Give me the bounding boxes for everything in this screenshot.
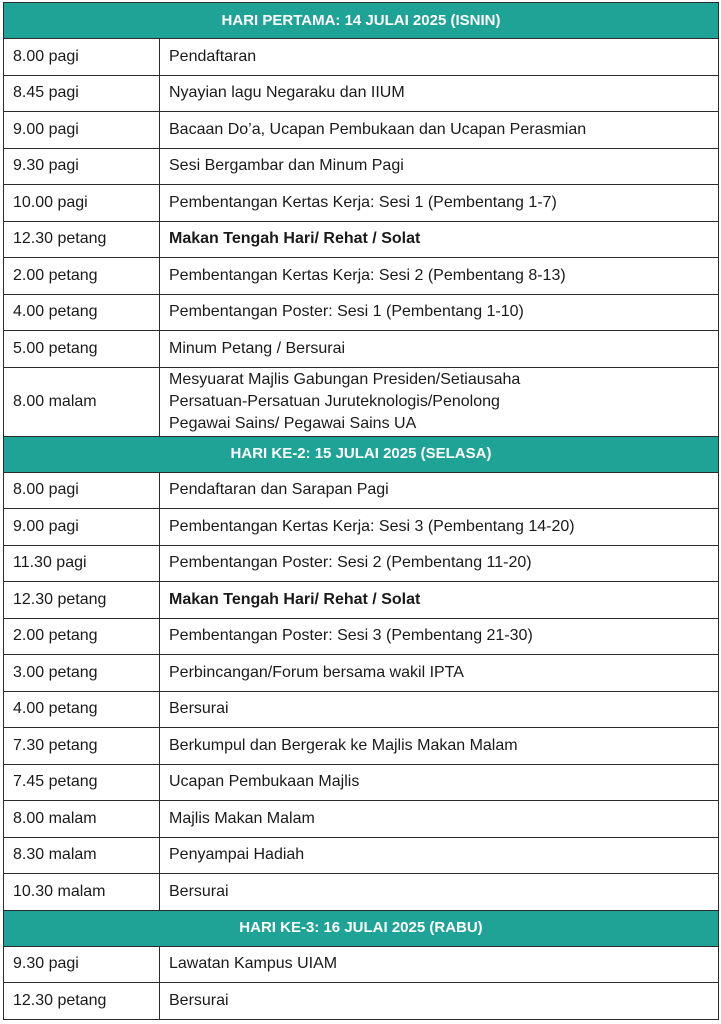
activity-cell: Sesi Bergambar dan Minum Pagi: [160, 148, 719, 185]
schedule-table: [3, 2, 719, 1020]
activity-cell: Ucapan Pembukaan Majlis: [160, 764, 719, 801]
activity-cell: Majlis Makan Malam: [160, 801, 719, 838]
activity-line: Mesyuarat Majlis Gabungan Presiden/Setiausaha: [169, 370, 521, 388]
schedule-row: [4, 472, 719, 509]
day-header: [4, 910, 719, 946]
time-cell: 9.00 pagi: [4, 509, 160, 546]
schedule-row: [4, 655, 719, 692]
activity-cell: Berkumpul dan Bergerak ke Majlis Makan Malam: [160, 728, 719, 765]
time-cell: 3.00 petang: [4, 655, 160, 692]
schedule-row: [4, 946, 719, 983]
schedule-row: [4, 331, 719, 368]
activity-cell: Makan Tengah Hari/ Rehat / Solat: [160, 221, 719, 258]
time-cell: 12.30 petang: [4, 582, 160, 619]
activity-cell: Pembentangan Poster: Sesi 2 (Pembentang 11-20): [160, 545, 719, 582]
schedule-row: [4, 801, 719, 838]
schedule-row: [4, 874, 719, 911]
activity-cell: Penyampai Hadiah: [160, 837, 719, 874]
activity-line: Persatuan-Persatuan Juruteknologis/Penolong: [169, 392, 500, 410]
schedule-row: [4, 185, 719, 222]
activity-cell: Bersurai: [160, 691, 719, 728]
schedule-row: [4, 509, 719, 546]
schedule-row: [4, 294, 719, 331]
day-title: HARI PERTAMA: 14 JULAI 2025 (ISNIN): [4, 3, 719, 39]
activity-cell: Makan Tengah Hari/ Rehat / Solat: [160, 582, 719, 619]
time-cell: 8.00 malam: [4, 801, 160, 838]
time-cell: 12.30 petang: [4, 983, 160, 1020]
time-cell: 2.00 petang: [4, 258, 160, 295]
activity-cell: [160, 367, 719, 436]
time-cell: 8.00 malam: [4, 367, 160, 436]
time-cell: 4.00 petang: [4, 294, 160, 331]
activity-cell: Pembentangan Poster: Sesi 3 (Pembentang 21-30): [160, 618, 719, 655]
activity-cell: Minum Petang / Bersurai: [160, 331, 719, 368]
activity-cell: Pendaftaran dan Sarapan Pagi: [160, 472, 719, 509]
activity-cell: Bacaan Do’a, Ucapan Pembukaan dan Ucapan Perasmian: [160, 112, 719, 149]
activity-cell: Bersurai: [160, 983, 719, 1020]
time-cell: 10.00 pagi: [4, 185, 160, 222]
activity-cell: Perbincangan/Forum bersama wakil IPTA: [160, 655, 719, 692]
time-cell: 8.00 pagi: [4, 472, 160, 509]
day-header: [4, 436, 719, 472]
activity-cell: Pembentangan Poster: Sesi 1 (Pembentang 1-10): [160, 294, 719, 331]
time-cell: 5.00 petang: [4, 331, 160, 368]
time-cell: 7.30 petang: [4, 728, 160, 765]
activity-cell: Bersurai: [160, 874, 719, 911]
schedule-row: [4, 221, 719, 258]
time-cell: 8.30 malam: [4, 837, 160, 874]
activity-cell: Pembentangan Kertas Kerja: Sesi 3 (Pembentang 14-20): [160, 509, 719, 546]
schedule-row: [4, 112, 719, 149]
time-cell: 8.45 pagi: [4, 75, 160, 112]
schedule-row: [4, 837, 719, 874]
activity-cell: Pendaftaran: [160, 39, 719, 76]
time-cell: 9.00 pagi: [4, 112, 160, 149]
schedule-row: [4, 148, 719, 185]
schedule-row: [4, 39, 719, 76]
schedule-row: [4, 983, 719, 1020]
schedule-row: [4, 75, 719, 112]
day-title: HARI KE-3: 16 JULAI 2025 (RABU): [4, 910, 719, 946]
activity-line: Pegawai Sains/ Pegawai Sains UA: [169, 414, 417, 432]
day-title: HARI KE-2: 15 JULAI 2025 (SELASA): [4, 436, 719, 472]
time-cell: 10.30 malam: [4, 874, 160, 911]
schedule-row: [4, 367, 719, 436]
activity-cell: Pembentangan Kertas Kerja: Sesi 2 (Pembentang 8-13): [160, 258, 719, 295]
schedule-row: [4, 258, 719, 295]
schedule-row: [4, 728, 719, 765]
time-cell: 12.30 petang: [4, 221, 160, 258]
time-cell: 8.00 pagi: [4, 39, 160, 76]
time-cell: 11.30 pagi: [4, 545, 160, 582]
activity-cell: Lawatan Kampus UIAM: [160, 946, 719, 983]
time-cell: 9.30 pagi: [4, 148, 160, 185]
time-cell: 4.00 petang: [4, 691, 160, 728]
schedule-row: [4, 691, 719, 728]
time-cell: 7.45 petang: [4, 764, 160, 801]
schedule-row: [4, 545, 719, 582]
activity-cell: Nyayian lagu Negaraku dan IIUM: [160, 75, 719, 112]
time-cell: 2.00 petang: [4, 618, 160, 655]
schedule-row: [4, 764, 719, 801]
activity-cell: Pembentangan Kertas Kerja: Sesi 1 (Pembentang 1-7): [160, 185, 719, 222]
schedule-row: [4, 582, 719, 619]
schedule-row: [4, 618, 719, 655]
day-header: [4, 3, 719, 39]
time-cell: 9.30 pagi: [4, 946, 160, 983]
